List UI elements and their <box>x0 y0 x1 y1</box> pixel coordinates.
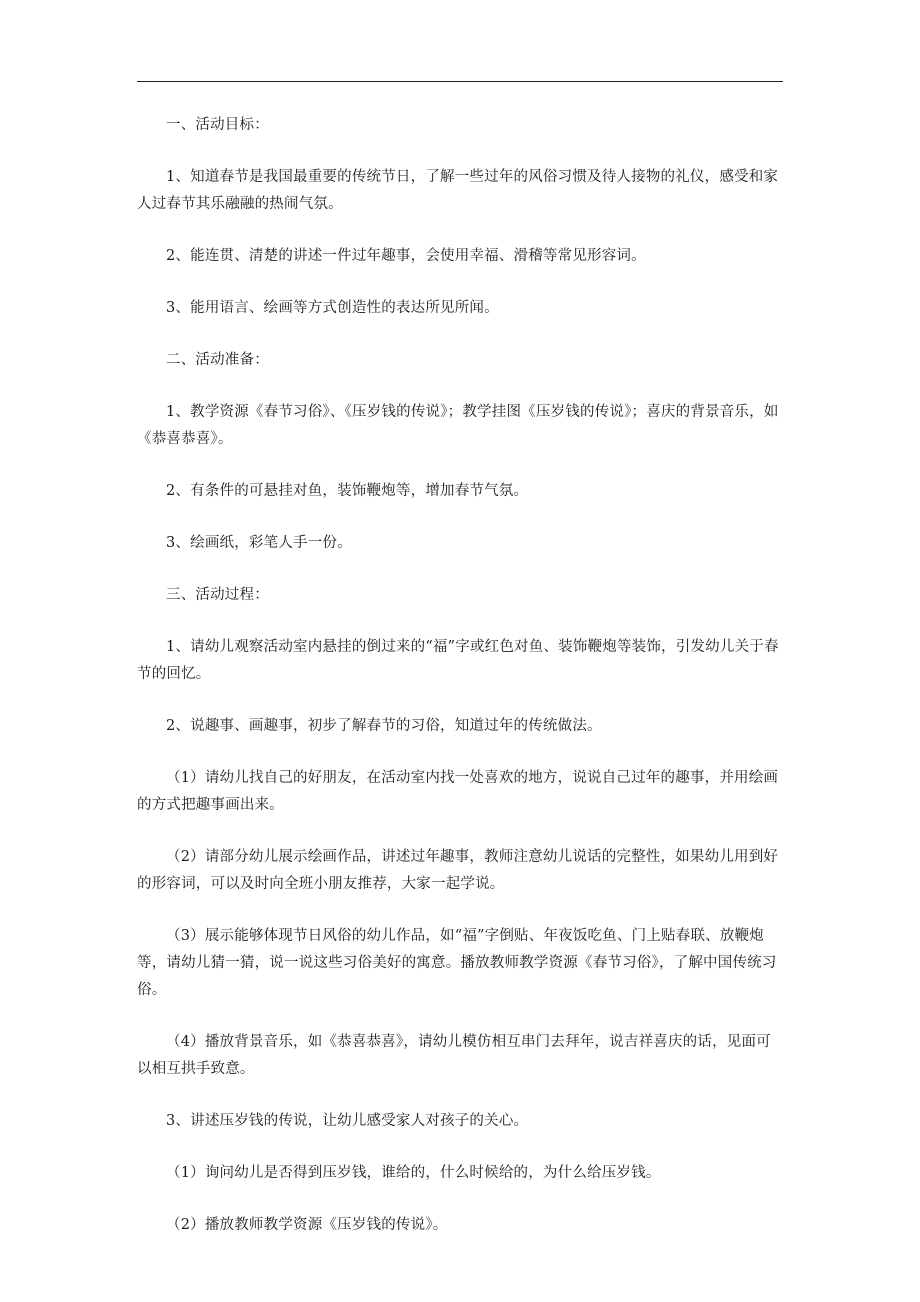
goal-item-3: 3、能用语言、绘画等方式创造性的表达所见所闻。 <box>166 300 499 316</box>
preparation-item-2: 2、有条件的可悬挂对鱼，装饰鞭炮等，增加春节气氛。 <box>166 483 529 499</box>
section-heading-goals: 一、活动目标： <box>166 117 269 133</box>
process-subitem-2-2: （2）请部分幼儿展示绘画作品，讲述过年趣事，教师注意幼儿说话的完整性，如果幼儿用到好的形容词，可以及时向全班小朋友推荐，大家一起学说。 <box>137 849 779 892</box>
document-body <box>137 112 785 1239</box>
process-subitem-2-3: （3）展示能够体现节日风俗的幼儿作品，如“福”字倒贴、年夜饭吃鱼、门上贴春联、放鞭炮等，请幼儿猜一猜，说一说这些习俗美好的寓意。播放教师教学资源《春节习俗》，了解中国传统习俗。 <box>137 928 777 998</box>
process-subitem-2-4: （4）播放背景音乐，如《恭喜恭喜》，请幼儿模仿相互串门去拜年，说吉祥喜庆的话，见面可以相互拱手致意。 <box>137 1034 771 1077</box>
process-subitem-3-2: （2）播放教师教学资源《压岁钱的传说》。 <box>166 1217 448 1233</box>
process-item-2: 2、说趣事、画趣事，初步了解春节的习俗，知道过年的传统做法。 <box>166 718 602 734</box>
preparation-item-1: 1、教学资源《春节习俗》、《压岁钱的传说》；教学挂图《压岁钱的传说》；喜庆的背景音乐，如《恭喜恭喜》。 <box>137 404 779 447</box>
process-subitem-2-1: （1）请幼儿找自己的好朋友，在活动室内找一处喜欢的地方，说说自己过年的趣事，并用绘画的方式把趣事画出来。 <box>137 770 779 813</box>
process-subitem-3-1: （1）询问幼儿是否得到压岁钱，谁给的，什么时候给的，为什么给压岁钱。 <box>166 1165 661 1181</box>
goal-item-2: 2、能连贯、清楚的讲述一件过年趣事，会使用幸福、滑稽等常见形容词。 <box>166 248 646 264</box>
header-rule <box>137 81 783 82</box>
preparation-item-3: 3、绘画纸，彩笔人手一份。 <box>166 535 352 551</box>
process-item-3: 3、讲述压岁钱的传说，让幼儿感受家人对孩子的关心。 <box>166 1113 529 1129</box>
section-heading-process: 三、活动过程： <box>166 587 269 603</box>
process-item-1: 1、请幼儿观察活动室内悬挂的倒过来的“福”字或红色对鱼、装饰鞭炮等装饰，引发幼儿关于春节的回忆。 <box>137 639 779 682</box>
goal-item-1: 1、知道春节是我国最重要的传统节日，了解一些过年的风俗习惯及待人接物的礼仪，感受和家人过春节其乐融融的热闹气氛。 <box>137 169 779 212</box>
section-heading-preparation: 二、活动准备： <box>166 352 269 368</box>
